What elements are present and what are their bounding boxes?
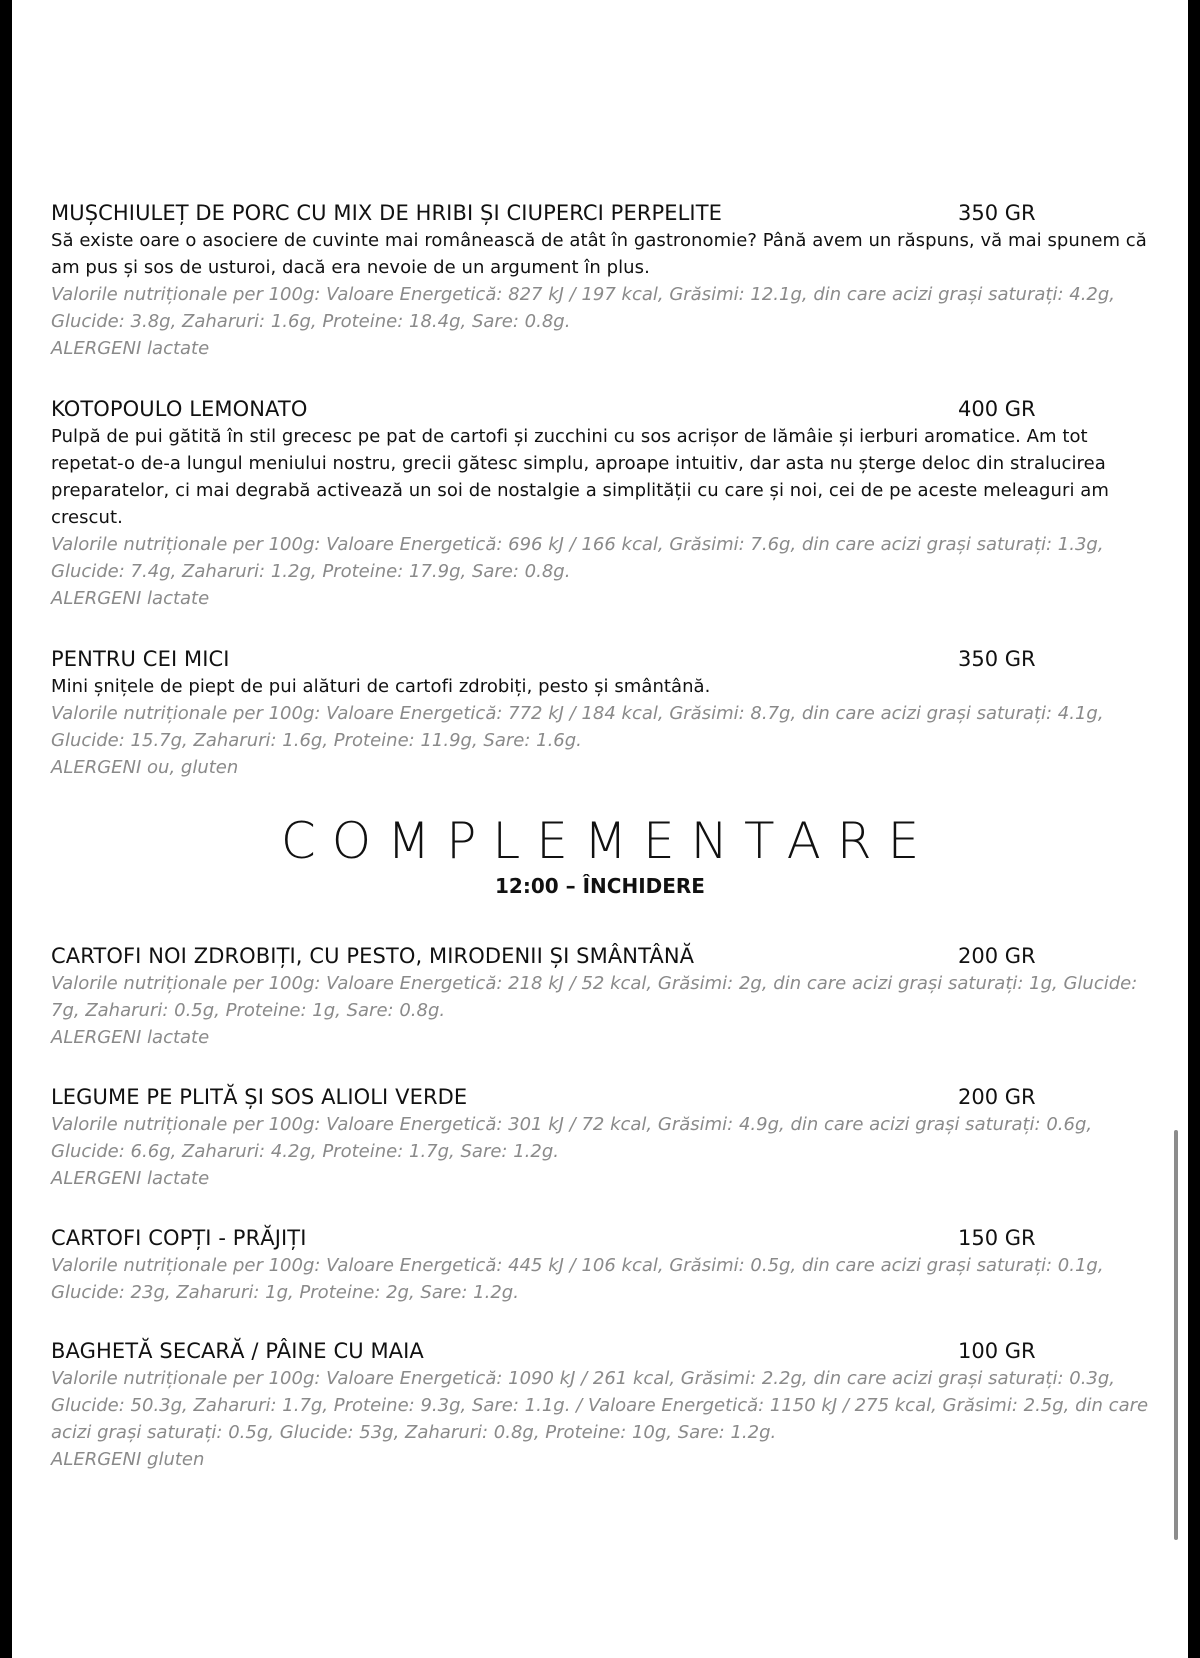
menu-item-weight: 200 GR (958, 944, 1036, 968)
menu-item-header (51, 199, 1161, 227)
menu-item-weight: 100 GR (958, 1339, 1036, 1363)
menu-item-allergens: ALERGENI lactate (51, 1027, 210, 1048)
menu-item-description: Pulpă de pui gătită în stil grecesc pe pat de cartofi și zucchini cu sos acrișor de lămâie și ierburi aromatice. Am tot repetat-o de-a lungul meniului nostru, grecii gătesc simplu, aproape intuitiv, dar asta nu șterge deloc din stralucirea preparatelor, ci mai degrabă activează un soi de nostalgie a simplității cu care și noi, cei de pe aceste meleaguri am crescut. (51, 426, 1109, 528)
menu-item-allergens: ALERGENI lactate (51, 1168, 210, 1189)
menu-item-weight: 150 GR (958, 1226, 1036, 1250)
menu-item-allergens: ALERGENI ou, gluten (51, 757, 239, 778)
menu-item-name: MUȘCHIULEȚ DE PORC CU MIX DE HRIBI ȘI CIUPERCI PERPELITE (51, 201, 723, 225)
menu-item-nutrition: Valorile nutriționale per 100g: Valoare Energetică: 827 kJ / 197 kcal, Grăsimi: 12.1g, din care acizi grași saturați: 4.2g, Glucide: 3.8g, Zaharuri: 1.6g, Proteine: 18.4g, Sare: 0.8g. (51, 284, 1116, 332)
menu-item-header (51, 645, 1161, 673)
menu-item-header (51, 1083, 1161, 1111)
menu-item (51, 199, 1161, 362)
menu-item-nutrition: Valorile nutriționale per 100g: Valoare Energetică: 301 kJ / 72 kcal, Grăsimi: 4.9g, din care acizi grași saturați: 0.6g, Glucide: 6.6g, Zaharuri: 4.2g, Proteine: 1.7g, Sare: 1.2g. (51, 1114, 1093, 1162)
menu-item-allergens: ALERGENI lactate (51, 338, 210, 359)
menu-item-nutrition: Valorile nutriționale per 100g: Valoare Energetică: 218 kJ / 52 kcal, Grăsimi: 2g, din care acizi grași saturați: 1g, Glucide: 7g, Zaharuri: 0.5g, Proteine: 1g, Sare: 0.8g. (51, 973, 1138, 1021)
menu-item-description: Să existe oare o asociere de cuvinte mai românească de atât în gastronomie? Până avem un răspuns, vă mai spunem că am pus și sos de usturoi, dacă era nevoie de un argument în plus. (51, 230, 1147, 278)
menu-item (51, 395, 1161, 612)
menu-item-header (51, 395, 1161, 423)
menu-item-weight: 400 GR (958, 397, 1036, 421)
menu-item-header (51, 1224, 1161, 1252)
menu-item-allergens: ALERGENI lactate (51, 588, 210, 609)
menu-item-header (51, 1337, 1161, 1365)
menu-item (51, 645, 1161, 781)
menu-item-weight: 350 GR (958, 201, 1036, 225)
menu-item (51, 942, 1161, 1051)
section-heading (12, 812, 1188, 900)
scrollbar[interactable] (1174, 1130, 1178, 1540)
menu-item (51, 1337, 1161, 1473)
menu-item-nutrition: Valorile nutriționale per 100g: Valoare Energetică: 1090 kJ / 261 kcal, Grăsimi: 2.2g, din care acizi grași saturați: 0.3g, Glucide: 50.3g, Zaharuri: 1.7g, Proteine: 9.3g, Sare: 1.1g. / Valoare Energetică: 1150 kJ / 275 kcal, Grăsimi: 2.5g, din care acizi grași saturați: 0.5g, Glucide: 53g, Zaharuri: 0.8g, Proteine: 10g, Sare: 1.2g. (51, 1368, 1149, 1443)
section-hours: 12:00 – ÎNCHIDERE (495, 874, 705, 898)
menu-item-name: BAGHETĂ SECARĂ / PÂINE CU MAIA (51, 1339, 424, 1363)
menu-page (12, 0, 1188, 1658)
menu-item-name: PENTRU CEI MICI (51, 647, 230, 671)
menu-item-description: Mini șnițele de piept de pui alături de cartofi zdrobiți, pesto și smântână. (51, 676, 711, 697)
menu-item-header (51, 942, 1161, 970)
menu-item-weight: 350 GR (958, 647, 1036, 671)
menu-item (51, 1224, 1161, 1306)
menu-item-weight: 200 GR (958, 1085, 1036, 1109)
section-title: COMPLEMENTARE (280, 812, 936, 870)
menu-item-name: CARTOFI COPȚI - PRĂJIȚI (51, 1226, 307, 1250)
menu-item-nutrition: Valorile nutriționale per 100g: Valoare Energetică: 445 kJ / 106 kcal, Grăsimi: 0.5g, din care acizi grași saturați: 0.1g, Glucide: 23g, Zaharuri: 1g, Proteine: 2g, Sare: 1.2g. (51, 1255, 1104, 1303)
menu-item-name: KOTOPOULO LEMONATO (51, 397, 308, 421)
menu-item-nutrition: Valorile nutriționale per 100g: Valoare Energetică: 772 kJ / 184 kcal, Grăsimi: 8.7g, din care acizi grași saturați: 4.1g, Glucide: 15.7g, Zaharuri: 1.6g, Proteine: 11.9g, Sare: 1.6g. (51, 703, 1104, 751)
menu-item-allergens: ALERGENI gluten (51, 1449, 205, 1470)
menu-item-nutrition: Valorile nutriționale per 100g: Valoare Energetică: 696 kJ / 166 kcal, Grăsimi: 7.6g, din care acizi grași saturați: 1.3g, Glucide: 7.4g, Zaharuri: 1.2g, Proteine: 17.9g, Sare: 0.8g. (51, 534, 1104, 582)
menu-item (51, 1083, 1161, 1192)
menu-item-name: CARTOFI NOI ZDROBIȚI, CU PESTO, MIRODENII ȘI SMÂNTÂNĂ (51, 944, 695, 968)
menu-item-name: LEGUME PE PLITĂ ȘI SOS ALIOLI VERDE (51, 1085, 468, 1109)
